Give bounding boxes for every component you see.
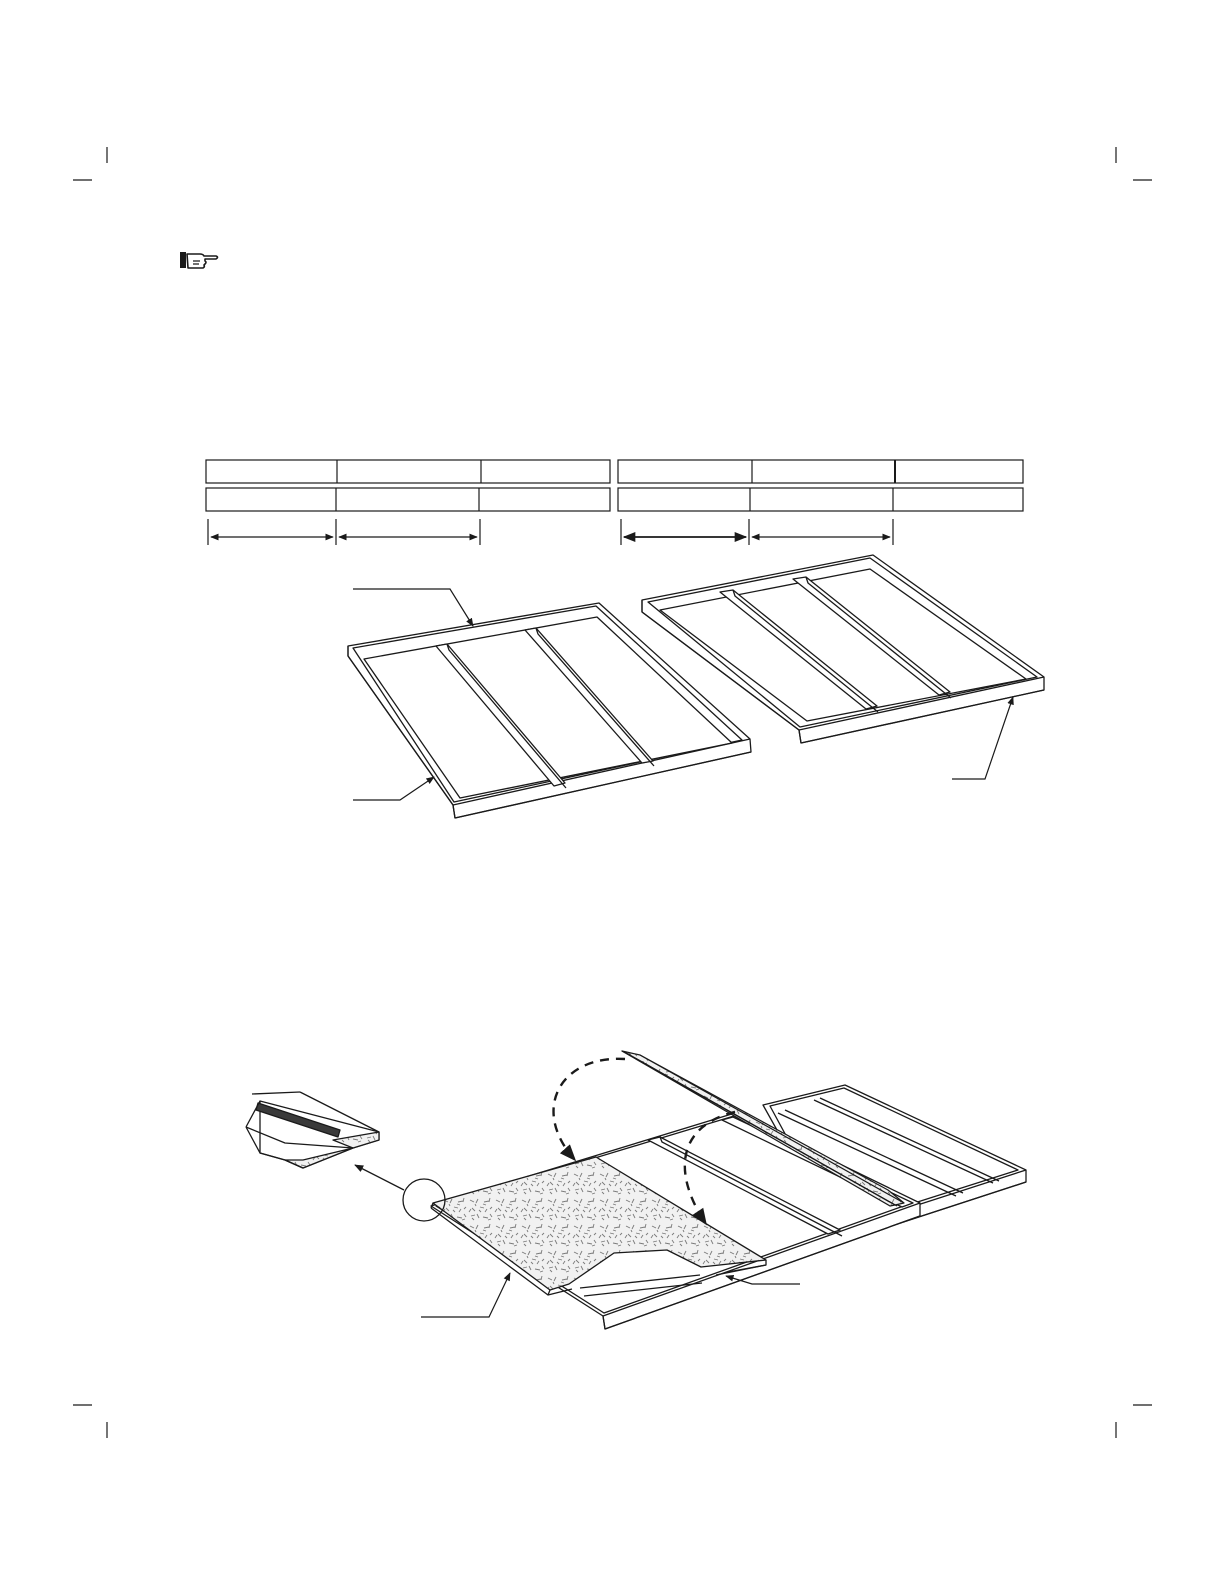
callout-leader — [421, 1273, 510, 1317]
callout-leader — [353, 777, 434, 800]
layout-diagram — [206, 460, 1023, 545]
callout-leader — [952, 697, 1013, 779]
detail-circle — [403, 1179, 445, 1221]
layout-right-panel — [618, 460, 1023, 545]
detail-arrow — [355, 1165, 404, 1190]
pointing-hand-icon — [180, 252, 218, 268]
placement-arrow — [554, 1059, 625, 1160]
callout-leader — [353, 589, 473, 626]
layout-right-row-2 — [618, 488, 1023, 511]
detail-callout — [355, 1165, 445, 1221]
layout-right-row-1 — [618, 460, 1023, 483]
layout-left-row-2 — [206, 488, 610, 511]
tongue-groove-detail — [246, 1092, 379, 1168]
layout-left-panel — [206, 460, 610, 545]
layout-left-row-1 — [206, 460, 610, 483]
